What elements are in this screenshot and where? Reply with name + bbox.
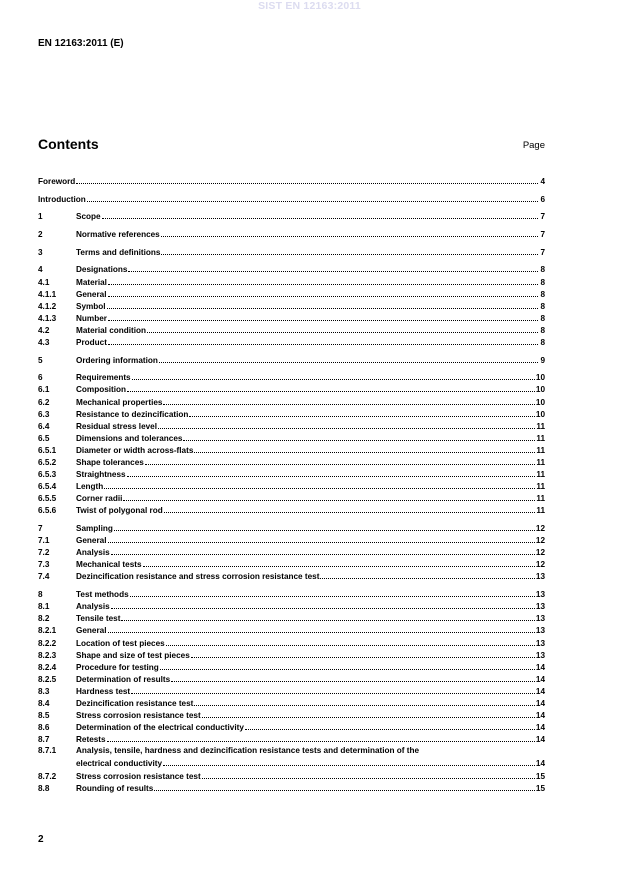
toc-entry-page: 13 xyxy=(535,614,545,624)
toc-entry-page: 8 xyxy=(540,313,545,323)
toc-entry[interactable] xyxy=(38,354,545,366)
toc-entry[interactable] xyxy=(38,420,545,432)
toc-entry-number: 4.1.1 xyxy=(38,289,57,299)
toc-entry-title: Length xyxy=(76,482,104,492)
toc-leader-dots xyxy=(130,588,535,597)
toc-entry-title: Resistance to dezincification xyxy=(76,409,189,419)
toc-entry-number: 6.2 xyxy=(38,397,50,407)
toc-leader-dots xyxy=(127,468,536,477)
toc-entry-number: 8.2.5 xyxy=(38,674,57,684)
toc-entry-page: 7 xyxy=(540,212,545,222)
toc-entry-page: 14 xyxy=(535,723,545,733)
toc-entry-page: 8 xyxy=(540,301,545,311)
toc-entry[interactable] xyxy=(38,396,545,408)
toc-entry-title-continued: electrical conductivity xyxy=(76,759,163,769)
toc-entry[interactable] xyxy=(38,745,545,757)
toc-entry[interactable] xyxy=(38,276,545,288)
toc-entry-page: 8 xyxy=(540,338,545,347)
toc-entry[interactable] xyxy=(38,600,545,612)
toc-entry-number: 6.5.2 xyxy=(38,458,57,468)
toc-entry-title: Tensile test xyxy=(76,614,121,624)
toc-entry-title: Twist of polygonal rod xyxy=(76,506,163,516)
toc-entry-page: 13 xyxy=(535,590,545,600)
toc-entry-number: 8.6 xyxy=(38,723,50,733)
toc-entry-title: Shape and size of test pieces xyxy=(76,650,190,660)
toc-entry-page: 9 xyxy=(540,355,545,365)
toc-entry-title: Analysis xyxy=(76,602,110,612)
toc-entry-page: 14 xyxy=(535,759,545,769)
toc-entry-number: 6.5.5 xyxy=(38,494,57,504)
toc-entry[interactable] xyxy=(38,673,545,685)
contents-heading: Contents xyxy=(38,136,99,152)
toc-leader-dots xyxy=(189,408,535,417)
toc-entry-page: 4 xyxy=(540,177,545,186)
toc-entry-number: 8.2.3 xyxy=(38,650,57,660)
toc-leader-dots xyxy=(107,733,535,742)
toc-entry-number: 7.2 xyxy=(38,548,50,558)
toc-entry[interactable] xyxy=(38,312,545,324)
toc-entry-page: 12 xyxy=(535,536,545,546)
page-number: 2 xyxy=(38,834,44,845)
toc-leader-dots xyxy=(108,534,535,543)
toc-leader-dots xyxy=(108,624,535,633)
toc-entry[interactable] xyxy=(38,588,545,600)
toc-entry-number: 8.2.1 xyxy=(38,626,57,636)
toc-entry-title: Shape tolerances xyxy=(76,458,144,468)
toc-entry[interactable] xyxy=(38,770,545,782)
toc-entry-page: 10 xyxy=(535,385,545,395)
toc-entry-title: Analysis, tensile, hardness and dezincification resistance tests and determination of the xyxy=(76,746,420,756)
toc-leader-dots xyxy=(123,492,535,501)
toc-leader-dots xyxy=(76,175,538,184)
toc-leader-dots xyxy=(147,324,538,333)
toc-leader-dots xyxy=(143,558,535,567)
toc-entry-continuation[interactable] xyxy=(38,757,545,769)
toc-entry-page: 13 xyxy=(535,572,545,582)
toc-entry[interactable] xyxy=(38,228,545,240)
toc-entry-number: 8.2 xyxy=(38,614,50,624)
toc-entry-title: General xyxy=(76,626,107,636)
toc-entry-title: Product xyxy=(76,338,107,347)
toc-entry-number: 6.4 xyxy=(38,421,50,431)
toc-entry[interactable] xyxy=(38,558,545,570)
toc-leader-dots xyxy=(158,420,535,429)
toc-leader-dots xyxy=(202,709,535,718)
toc-entry-title: Corner radii xyxy=(76,494,123,504)
toc-entry-page: 8 xyxy=(540,277,545,287)
toc-entry[interactable] xyxy=(38,175,545,187)
toc-entry-number: 5 xyxy=(38,355,43,365)
toc-entry-title: Location of test pieces xyxy=(76,638,165,648)
toc-entry-number: 8.2.2 xyxy=(38,638,57,648)
toc-entry-page: 10 xyxy=(535,409,545,419)
toc-entry-title: Residual stress level xyxy=(76,421,158,431)
toc-entry-number: 8.7.1 xyxy=(38,746,57,756)
toc-leader-dots xyxy=(245,721,535,730)
toc-entry-number: 6.5.1 xyxy=(38,445,57,455)
toc-entry[interactable] xyxy=(38,456,545,468)
toc-entry-page: 14 xyxy=(535,686,545,696)
toc-entry-number: 2 xyxy=(38,230,43,240)
toc-entry-page: 12 xyxy=(535,524,545,534)
toc-leader-dots xyxy=(114,522,535,531)
toc-entry-number: 8.4 xyxy=(38,699,50,708)
toc-leader-dots xyxy=(183,432,535,441)
toc-entry-page: 14 xyxy=(535,699,545,708)
toc-entry[interactable] xyxy=(38,371,545,383)
toc-entry-page: 10 xyxy=(535,397,545,407)
toc-entry-page: 13 xyxy=(535,638,545,648)
toc-entry-page: 12 xyxy=(535,560,545,570)
toc-entry-number: 4.2 xyxy=(38,325,50,335)
toc-entry[interactable] xyxy=(38,288,545,300)
toc-leader-dots xyxy=(128,263,538,272)
toc-entry[interactable] xyxy=(38,324,545,336)
toc-entry-number: 6 xyxy=(38,373,43,383)
toc-entry-page: 7 xyxy=(540,247,545,257)
toc-entry[interactable] xyxy=(38,408,545,420)
toc-entry-page: 8 xyxy=(540,289,545,299)
toc-entry-number: 6.5.4 xyxy=(38,482,57,492)
toc-entry-number: 4 xyxy=(38,265,43,275)
toc-leader-dots xyxy=(160,661,535,670)
toc-entry-title: Straightness xyxy=(76,470,126,480)
toc-entry-number: 8.7 xyxy=(38,735,50,745)
toc-leader-dots xyxy=(194,444,535,453)
toc-entry-title: Number xyxy=(76,313,107,323)
toc-entry[interactable] xyxy=(38,570,545,582)
toc-entry-title: Stress corrosion resistance test xyxy=(76,711,201,721)
page-column-label: Page xyxy=(522,140,545,151)
toc-entry[interactable] xyxy=(38,534,545,546)
toc-leader-dots xyxy=(111,546,535,555)
toc-entry-title: Ordering information xyxy=(76,355,158,365)
toc-entry-page: 7 xyxy=(540,230,545,240)
toc-entry-number: 6.5.6 xyxy=(38,506,57,516)
toc-leader-dots xyxy=(154,782,535,791)
toc-leader-dots xyxy=(171,673,535,682)
toc-leader-dots xyxy=(202,770,535,779)
toc-entry-title: Diameter or width across-flats xyxy=(76,445,194,455)
toc-entry-number: 4.3 xyxy=(38,338,50,347)
toc-entry-title: Rounding of results xyxy=(76,783,154,793)
toc-entry-title: Material xyxy=(76,277,107,287)
toc-leader-dots xyxy=(159,354,538,363)
toc-entry-number: 6.3 xyxy=(38,409,50,419)
toc-entry-number: 8.7.2 xyxy=(38,771,57,781)
toc-entry-number: 3 xyxy=(38,247,43,257)
toc-entry-title: Composition xyxy=(76,385,127,395)
toc-entry-title: Test methods xyxy=(76,590,129,600)
toc-entry[interactable] xyxy=(38,383,545,395)
toc-leader-dots xyxy=(131,685,535,694)
toc-entry-page: 11 xyxy=(536,458,545,468)
toc-leader-dots xyxy=(163,396,534,405)
toc-entry-page: 15 xyxy=(535,771,545,781)
toc-entry-page: 11 xyxy=(536,494,545,504)
toc-entry[interactable] xyxy=(38,492,545,504)
toc-leader-dots xyxy=(164,504,536,513)
table-of-contents xyxy=(38,175,545,794)
toc-entry[interactable] xyxy=(38,612,545,624)
toc-entry-title: Determination of the electrical conductivity xyxy=(76,723,244,733)
toc-entry-title: Normative references xyxy=(76,230,160,240)
toc-entry-page: 11 xyxy=(536,433,545,443)
toc-entry-title: Mechanical tests xyxy=(76,560,142,570)
toc-entry[interactable] xyxy=(38,709,545,721)
toc-leader-dots xyxy=(108,288,539,297)
toc-leader-dots xyxy=(320,570,534,579)
toc-entry-page: 8 xyxy=(540,265,545,275)
toc-entry[interactable] xyxy=(38,637,545,649)
toc-entry-page: 11 xyxy=(536,470,545,480)
toc-entry-title: Material condition xyxy=(76,325,147,335)
toc-entry-number: 7.4 xyxy=(38,572,50,582)
toc-entry-page: 12 xyxy=(535,548,545,558)
toc-entry-title: Symbol xyxy=(76,301,106,311)
toc-entry-number: 8.2.4 xyxy=(38,662,57,672)
toc-entry-page: 13 xyxy=(535,626,545,636)
toc-leader-dots xyxy=(145,456,536,465)
toc-entry[interactable] xyxy=(38,721,545,733)
toc-entry-number: 8.1 xyxy=(38,602,50,612)
toc-entry-number: 8.8 xyxy=(38,783,50,793)
toc-entry-title: Hardness test xyxy=(76,686,131,696)
toc-leader-dots xyxy=(166,637,535,646)
toc-entry[interactable] xyxy=(38,504,545,516)
toc-entry-number: 7 xyxy=(38,524,43,534)
toc-entry-page: 14 xyxy=(535,735,545,745)
toc-leader-dots xyxy=(161,228,538,237)
toc-entry-title: Mechanical properties xyxy=(76,397,163,407)
toc-entry-page: 11 xyxy=(536,506,545,516)
toc-entry[interactable] xyxy=(38,300,545,312)
toc-entry-page: 13 xyxy=(535,650,545,660)
toc-entry-number: 8 xyxy=(38,590,43,600)
toc-entry[interactable] xyxy=(38,210,545,222)
toc-leader-dots xyxy=(104,480,535,489)
toc-leader-dots xyxy=(107,300,538,309)
watermark: SIST EN 12163:2011 xyxy=(258,0,361,12)
toc-entry-number: 8.3 xyxy=(38,686,50,696)
toc-entry-page: 8 xyxy=(540,325,545,335)
toc-leader-dots xyxy=(194,697,534,706)
toc-entry[interactable] xyxy=(38,336,545,348)
toc-entry-number: 6.5 xyxy=(38,433,50,443)
toc-leader-dots xyxy=(111,600,535,609)
toc-entry-page: 6 xyxy=(540,194,545,204)
toc-entry-page: 14 xyxy=(535,674,545,684)
toc-entry-number: 6.1 xyxy=(38,385,50,395)
toc-entry[interactable] xyxy=(38,193,545,205)
toc-entry-title: Procedure for testing xyxy=(76,662,159,672)
toc-entry[interactable] xyxy=(38,685,545,697)
toc-leader-dots xyxy=(163,757,535,766)
toc-entry-title: General xyxy=(76,289,107,299)
toc-entry-number: 4.1.3 xyxy=(38,313,57,323)
toc-entry-title: Analysis xyxy=(76,548,110,558)
toc-entry[interactable] xyxy=(38,733,545,745)
toc-entry-title: General xyxy=(76,536,107,546)
toc-entry-title: Terms and definitions xyxy=(76,247,161,257)
toc-entry-title: Stress corrosion resistance test xyxy=(76,771,201,781)
toc-entry-title: Dezincification resistance and stress corrosion resistance test xyxy=(76,572,320,582)
toc-entry-page: 13 xyxy=(535,602,545,612)
toc-entry-title: Dimensions and tolerances xyxy=(76,433,183,443)
toc-entry-title: Designations xyxy=(76,265,128,275)
toc-entry-number: 7.1 xyxy=(38,536,50,546)
toc-entry[interactable] xyxy=(38,246,545,258)
toc-entry-number: 4.1 xyxy=(38,277,50,287)
toc-entry[interactable] xyxy=(38,444,545,456)
toc-entry-title: Scope xyxy=(76,212,101,222)
toc-entry-title: Requirements xyxy=(76,373,131,383)
toc-entry-number: 6.5.3 xyxy=(38,470,57,480)
toc-entry-page: 14 xyxy=(535,662,545,672)
toc-entry-title: Determination of results xyxy=(76,674,171,684)
toc-leader-dots xyxy=(108,312,538,321)
toc-leader-dots xyxy=(132,371,535,380)
toc-entry-page: 10 xyxy=(535,373,545,383)
toc-entry-page: 11 xyxy=(536,482,545,492)
toc-entry-title: Introduction xyxy=(38,194,86,204)
toc-entry[interactable] xyxy=(38,468,545,480)
toc-entry[interactable] xyxy=(38,649,545,661)
toc-leader-dots xyxy=(108,336,538,345)
toc-leader-dots xyxy=(121,612,534,621)
toc-entry[interactable] xyxy=(38,624,545,636)
toc-entry-page: 14 xyxy=(535,711,545,721)
toc-leader-dots xyxy=(161,246,538,255)
toc-entry-number: 1 xyxy=(38,212,43,222)
toc-leader-dots xyxy=(87,193,538,202)
toc-leader-dots xyxy=(191,649,535,658)
toc-entry[interactable] xyxy=(38,522,545,534)
toc-entry-page: 11 xyxy=(536,421,545,431)
document-id: EN 12163:2011 (E) xyxy=(38,38,124,49)
toc-entry[interactable] xyxy=(38,432,545,444)
toc-entry[interactable] xyxy=(38,263,545,275)
toc-leader-dots xyxy=(108,276,538,285)
toc-entry-title: Dezincification resistance test xyxy=(76,699,194,708)
toc-leader-dots xyxy=(127,383,535,392)
toc-entry[interactable] xyxy=(38,546,545,558)
toc-leader-dots xyxy=(102,210,538,219)
toc-entry[interactable] xyxy=(38,480,545,492)
toc-entry-page: 11 xyxy=(536,445,545,455)
toc-entry[interactable] xyxy=(38,661,545,673)
toc-entry-number: 4.1.2 xyxy=(38,301,57,311)
toc-entry-title: Foreword xyxy=(38,177,76,186)
toc-entry[interactable] xyxy=(38,697,545,709)
toc-entry[interactable] xyxy=(38,782,545,794)
toc-entry-title: Sampling xyxy=(76,524,113,534)
toc-entry-page: 15 xyxy=(535,783,545,793)
toc-entry-title: Retests xyxy=(76,735,106,745)
toc-entry-number: 8.5 xyxy=(38,711,50,721)
toc-entry-number: 7.3 xyxy=(38,560,50,570)
